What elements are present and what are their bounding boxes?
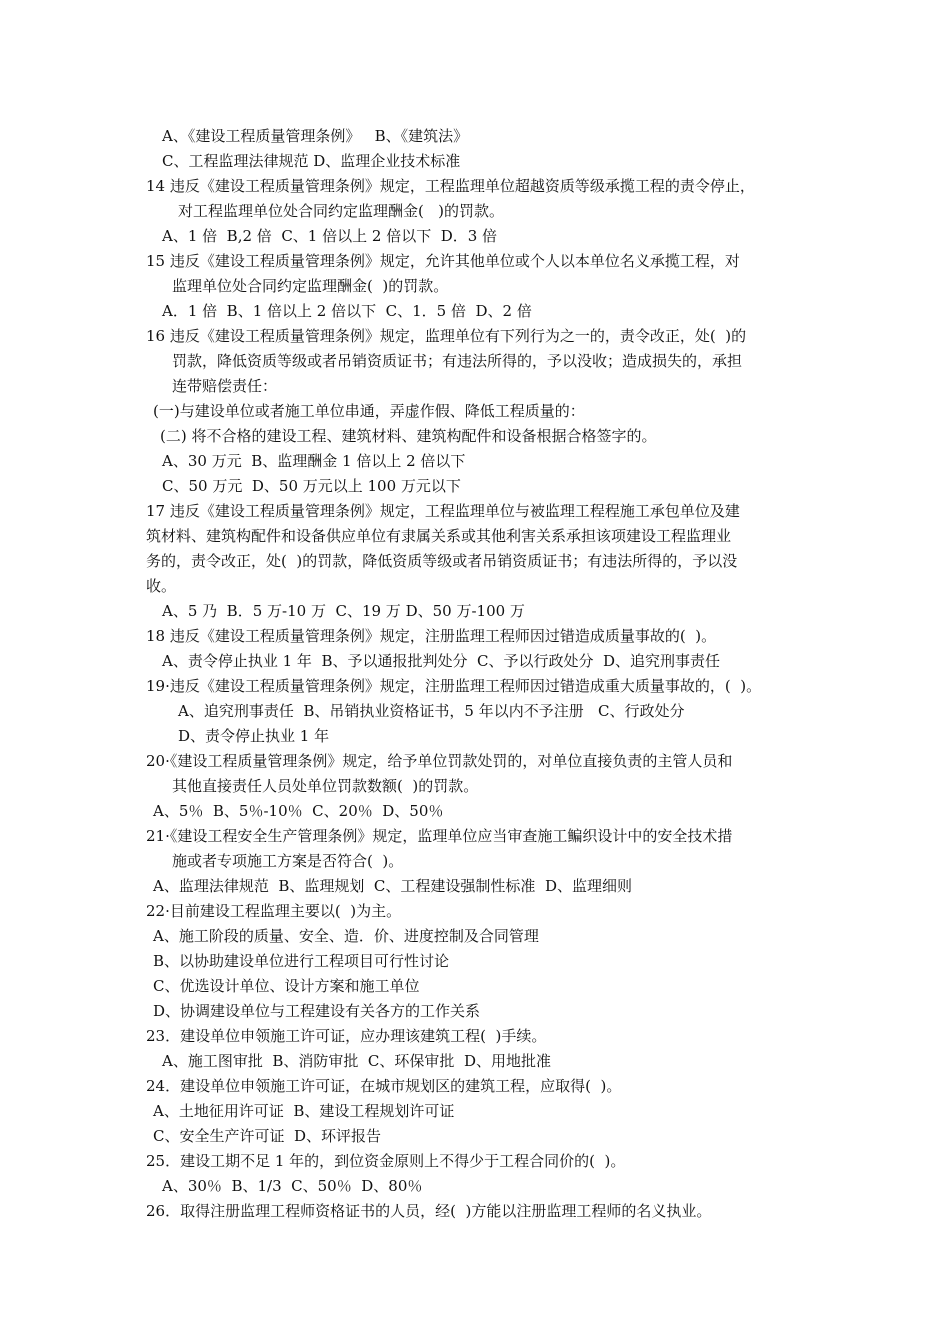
question-23: 23．建设单位申领施工许可证，应办理该建筑工程( )手续。: [146, 1027, 547, 1045]
question-21: 21·《建设工程安全生产管理条例》规定，监理单位应当审查施工鳊织设计中的安全技术措: [146, 827, 733, 845]
option-line: C、工程监理法律规范 D、监理企业技术标准: [162, 152, 461, 170]
question-17-cont: 筑材料、建筑构配件和设备供应单位有隶属关系或其他利害关系承担该项建设工程监理业: [146, 527, 732, 545]
question-24: 24．建设单位申领施工许可证，在城市规划区的建筑工程，应取得( )。: [146, 1077, 622, 1095]
option-line: D、责令停止执业 1 年: [178, 727, 330, 745]
question-20-cont: 其他直接责任人员处单位罚款数额( )的罚款。: [172, 777, 479, 795]
question-22: 22·目前建设工程监理主要以( )为主。: [146, 902, 402, 920]
question-17-cont: 收。: [146, 577, 177, 595]
option-line: B、以协助建设单位进行工程项目可行性讨论: [153, 952, 450, 970]
option-line: A．1 倍 B、1 倍以上 2 倍以下 C、1．5 倍 D、2 倍: [162, 302, 532, 320]
option-line: A、1 倍 B,2 倍 C、1 倍以上 2 倍以下 D．3 倍: [162, 227, 498, 245]
option-line: D、协调建设单位与工程建设有关各方的工作关系: [153, 1002, 481, 1020]
question-19: 19·违反《建设工程质量管理条例》规定，注册监理工程师因过错造成重大质量事故的，( )。: [146, 677, 762, 695]
question-21-cont: 施或者专项施工方案是否符合( )。: [172, 852, 404, 870]
option-line: C、优选设计单位、设计方案和施工单位: [153, 977, 420, 995]
question-16-cont: 连带赔偿责任：: [172, 377, 278, 395]
option-line: A、施工图审批 B、消防审批 C、环保审批 D、用地批准: [162, 1052, 551, 1070]
question-26: 26．取得注册监理工程师资格证书的人员，经( )方能以注册监理工程师的名义执业。: [146, 1202, 712, 1220]
question-14: 14 违反《建设工程质量管理条例》规定，工程监理单位超越资质等级承揽工程的责令停止，: [146, 177, 755, 195]
question-15-cont: 监理单位处合同约定监理酬金( )的罚款。: [172, 277, 449, 295]
option-line: A、5％ B、5％-10％ C、20％ D、50％: [153, 802, 444, 820]
option-line: A、30 万元 B、监理酬金 1 倍以上 2 倍以下: [162, 452, 466, 470]
question-15: 15 违反《建设工程质量管理条例》规定，允许其他单位或个人以本单位名义承揽工程，对: [146, 252, 740, 270]
option-line: A、土地征用许可证 B、建设工程规划许可证: [153, 1102, 455, 1120]
option-line: C、安全生产许可证 D、环评报告: [153, 1127, 382, 1145]
clause-line: (一)与建设单位或者施工单位串通，弄虚作假、降低工程质量的：: [153, 402, 585, 420]
question-16: 16 违反《建设工程质量管理条例》规定，监理单位有下列行为之一的，责令改正，处( )的: [146, 327, 747, 345]
question-25: 25．建设工期不足 1 年的，到位资金原则上不得少于工程合同价的( )。: [146, 1152, 626, 1170]
question-16-cont: 罚款，降低资质等级或者吊销资质证书；有违法所得的，予以没收；造成损失的，承担: [172, 352, 743, 370]
option-line: A、监理法律规范 B、监理规划 C、工程建设强制性标准 D、监理细则: [153, 877, 632, 895]
question-14-cont: 对工程监理单位处合同约定监理酬金( )的罚款。: [178, 202, 505, 220]
clause-line: (二) 将不合格的建设工程、建筑材料、建筑构配件和设备根据合格签字的。: [160, 427, 657, 445]
option-line: A、施工阶段的质量、安全、造．价、进度控制及合同管理: [153, 927, 539, 945]
option-line: A、5 乃 B．5 万-10 万 C、19 万 D、50 万-100 万: [162, 602, 525, 620]
option-line: A、追究刑事责任 B、吊销执业资格证书，5 年以内不予注册 C、行政处分: [178, 702, 685, 720]
option-line: A、责令停止执业 1 年 B、予以通报批判处分 C、予以行政处分 D、追究刑事责任: [162, 652, 721, 670]
option-line: A、《建设工程质量管理条例》 B、《建筑法》: [162, 127, 469, 145]
question-20: 20·《建设工程质量管理条例》规定，给予单位罚款处罚的，对单位直接负责的主管人员和: [146, 752, 733, 770]
question-17: 17 违反《建设工程质量管理条例》规定，工程监理单位与被监理工程程施工承包单位及建: [146, 502, 740, 520]
option-line: C、50 万元 D、50 万元以上 100 万元以下: [162, 477, 461, 495]
question-17-cont: 务的，责令改正，处( )的罚款，降低资质等级或者吊销资质证书；有违法所得的，予以没: [146, 552, 738, 570]
question-18: 18 违反《建设工程质量管理条例》规定，注册监理工程师因过错造成质量事故的( )。: [146, 627, 717, 645]
option-line: A、30％ B、1/3 C、50％ D、80％: [162, 1177, 423, 1195]
